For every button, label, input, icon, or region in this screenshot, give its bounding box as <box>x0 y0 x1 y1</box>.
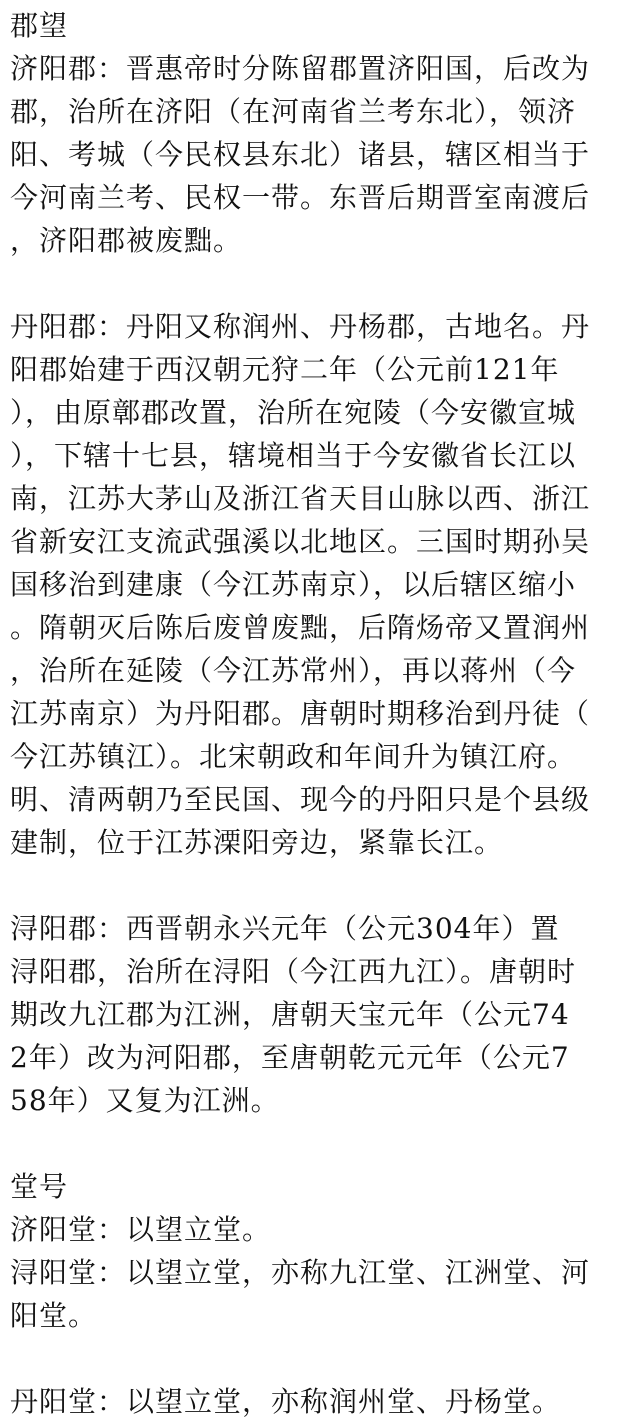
blank-line <box>10 1337 630 1380</box>
text-line: 今河南兰考、民权一带。东晋后期晋室南渡后 <box>10 181 591 214</box>
text-line: 江苏南京）为丹阳郡。唐朝时期移治到丹徒（ <box>10 697 591 730</box>
text-line: 国移治到建康（今江苏南京），以后辖区缩小 <box>10 568 577 601</box>
text-line: ），由原鄣郡改置，治所在宛陵（今安徽宣城 <box>10 396 577 429</box>
text-line: 建制，位于江苏溧阳旁边，紧靠长江。 <box>10 826 504 859</box>
text-line: 阳堂。 <box>10 1299 98 1332</box>
text-line: 58年）又复为江洲。 <box>10 1084 280 1117</box>
text-line: ，治所在延陵（今江苏常州），再以蒋州（今 <box>10 654 577 687</box>
text-line: 郡，治所在济阳（在河南省兰考东北），领济 <box>10 95 577 128</box>
text-line: 期改九江郡为江洲，唐朝天宝元年（公元74 <box>10 998 570 1031</box>
text-line: 今江苏镇江）。北宋朝政和年间升为镇江府。 <box>10 740 577 773</box>
text-line: 南，江苏大茅山及浙江省天目山脉以西、浙江 <box>10 482 591 515</box>
text-line: 阳郡始建于西汉朝元狩二年（公元前121年 <box>10 353 560 386</box>
text-line: 浔阳堂：以望立堂，亦称九江堂、江洲堂、河 <box>10 1256 591 1289</box>
text-line: 。隋朝灭后陈后废曾废黜，后隋炀帝又置润州 <box>10 611 591 644</box>
section-heading: 堂号 <box>10 1170 69 1203</box>
text-line: 济阳堂：以望立堂。 <box>10 1213 272 1246</box>
text-line: 丹阳堂：以望立堂，亦称润州堂、丹杨堂。 <box>10 1385 562 1418</box>
section-heading: 郡望 <box>10 9 69 42</box>
text-line: 明、清两朝乃至民国、现今的丹阳只是个县级 <box>10 783 591 816</box>
blank-line <box>10 1122 630 1165</box>
text-line: 浔阳郡：西晋朝永兴元年（公元304年）置 <box>10 912 560 945</box>
text-line: ），下辖十七县，辖境相当于今安徽省长江以 <box>10 439 577 472</box>
text-line: 济阳郡：晋惠帝时分陈留郡置济阳国，后改为 <box>10 52 591 85</box>
text-line: 阳、考城（今民权县东北）诸县，辖区相当于 <box>10 138 591 171</box>
text-line: 2年）改为河阳郡，至唐朝乾元元年（公元7 <box>10 1041 570 1074</box>
text-line: 省新安江支流武强溪以北地区。三国时期孙吴 <box>10 525 591 558</box>
text-line: 丹阳郡：丹阳又称润州、丹杨郡，古地名。丹 <box>10 310 591 343</box>
blank-line <box>10 864 630 907</box>
text-line: ，济阳郡被废黜。 <box>10 224 243 257</box>
text-line: 浔阳郡，治所在浔阳（今江西九江）。唐朝时 <box>10 955 577 988</box>
blank-line <box>10 262 630 305</box>
